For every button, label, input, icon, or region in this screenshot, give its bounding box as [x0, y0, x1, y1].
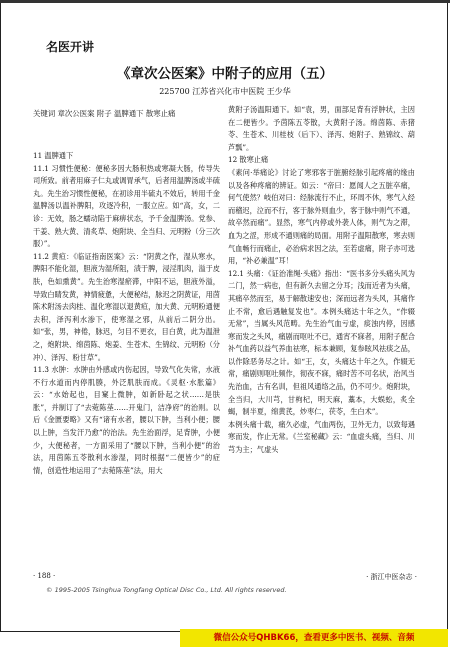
copyright-notice: © 1995-2005 Tsinghua Tongfang Optical Disc Co., Ltd. All rights reserved.: [46, 586, 287, 594]
paragraph: 11.2 黄疸：《临证指南医案》云：“阴黄之作，湿从寒水，脾阳不能化湿，胆液为湿所阻，渍于脾，浸淫肌肉，溢于皮肤，色如熏黄”。先生治寒湿瘀滞，中阳不运，胆液外溢，导致白睛发黄，神情疲惫，大便秘结，脉迟之阴黄证，用茵陈术附汤去肉桂、温化寒湿以退黄疸，加大黄、元明粉通便去积，泽泻利水渗下，使寒湿之邪，从前后二阴分出。如“张，男，神倦，脉迟，匀目不更衣，目白黄，此为温泄之，炮附块、绵茵陈、炮姜、生苍术、生锦纹、元明粉（分冲）、泽泻、粉甘草”。: [33, 251, 220, 362]
journal-name: · 浙江中医杂志 ·: [366, 573, 417, 581]
section-label: 名医开讲: [46, 40, 95, 54]
promo-banner: 微信公众号QHBK66，查看更多中医书、视频、音频: [180, 629, 448, 647]
paragraph: 11.3 水肿：水肿由外感或内伤起因，导致气化失常，水液不行水道而内停肌腠，外泛肌肤而成。《灵枢·水胀篇》云：“水始起也，目窠上微肿，如新卧起之状……是肤胀”，并制订了“去菀陈莝……开鬼门，洁净府”的治则。以后《金匮要略》又有“诸有水者，腰以下肿，当利小便；腰以上肿，当发汗乃愈”的治法。先生治面浮，足背肿，小便少，大便秘者，一方面采用了“腰以下肿，当利小便”的治法，用茵陈五苓散利水渗湿，同时根据“二便皆少”的症情，创造性地运用了“去菀陈莝”法，用大: [33, 365, 220, 475]
paragraph: 12.1 头痛：《证治准绳·头痛》指出：“医书多分头痛头风为二门，然一病也，但有新久去留之分耳；浅而近者为头痛，其痛卒然而至，易于解散速安也；深而远者为头风，其痛作止不常，愈后遇触复发也”。本例头痛达十年之久，“作辍无常”，当属头风范畴。先生治气血亏虚，痰浊内停，因感寒而发之头风，痛剧而呕吐不已，通宵不寐者，用附子配合补气血药以益气养血祛寒，标本兼顾，复参眩风祛痰之品，以作除恶务尽之计。如“王，女，头痛达十年之久，作辍无常，痛剧则呕吐频作，彻夜不寐，痛时苦不可名状，治风当先治血，古有名训，但祖风通络之品，仍不可少。炮附块，全当归，大川芎，甘枸杞，明天麻，藁本，大蜈蚣，炙全蝎，制半夏，绵黄芪，炒枣仁，茯苓，生白术”。: [228, 268, 415, 417]
author-line: 225700 江苏省兴化市中医院 王少华: [159, 87, 291, 96]
top-rule: [0, 0, 450, 3]
right-column: [228, 104, 415, 457]
article-title: 《章次公医案》中附子的应用（五）: [117, 66, 333, 82]
paragraph: 黄附子汤温阳通下。如“袁，男，面部足背有浮肿状，主因在二便皆少。予茵陈五苓散，大黄附子汤。绵茵陈、赤猪苓、生苍术、川桂枝（后下）、泽泻、炮附子、熟锦纹、葫芦瓢”。: [228, 105, 415, 152]
section-heading: 11 温脾通下: [33, 151, 74, 160]
left-column: [33, 150, 220, 477]
section-heading: 12 散寒止痛: [228, 155, 269, 165]
page-number: · 188 ·: [33, 572, 56, 580]
paragraph: 《素问·举痛论》讨论了寒邪客于脏腑经脉引起疼痛的缘由以及各种疼痛的辨证。如云：“帝曰：愿闻人之五脏卒痛，何气使然？岐伯对曰：经脉流行不止，环周不休，寒气入经而稽迟，泣而不行，客于脉外则血少，客于脉中则气不通，故卒然而痛”。显然，寒气内停或外袭人体，则气为之滞，血为之涩，形成不通则痛的局面。用附子温阳散寒，寒去则气血畅行而痛止，必治病求因之法，至若虚痛，附子亦可选用，“补必兼温”耳！: [228, 167, 415, 266]
paragraph: 11.1 习惯性便秘：便秘多因大肠积热或寒凝大肠，传导失司所致。前者用麻子仁丸或调胃承气，后者用温脾汤或半硫丸。先生治习惯性便秘，在初诊用半硫丸不效后，转用千金温脾汤以温补脾阳，攻逐冷积，一服立应。如“高，女，二诊：无效，肠之蠕动陷于麻痹状态，予千金温脾汤。党参、干姜、熟大黄、清炙草、炮附块、全当归、元明粉（分三次服）”。: [33, 163, 220, 249]
paragraph: 本例头痛十载，痛久必虚，气血两伤，卫外无力，以致每遇寒而发，作止无常。《兰室秘藏》云：“血虚头痛，当归、川芎为主；气虚头: [228, 419, 415, 455]
keywords: 关键词 章次公医案 附子 温脾通下 散寒止痛: [33, 109, 176, 118]
